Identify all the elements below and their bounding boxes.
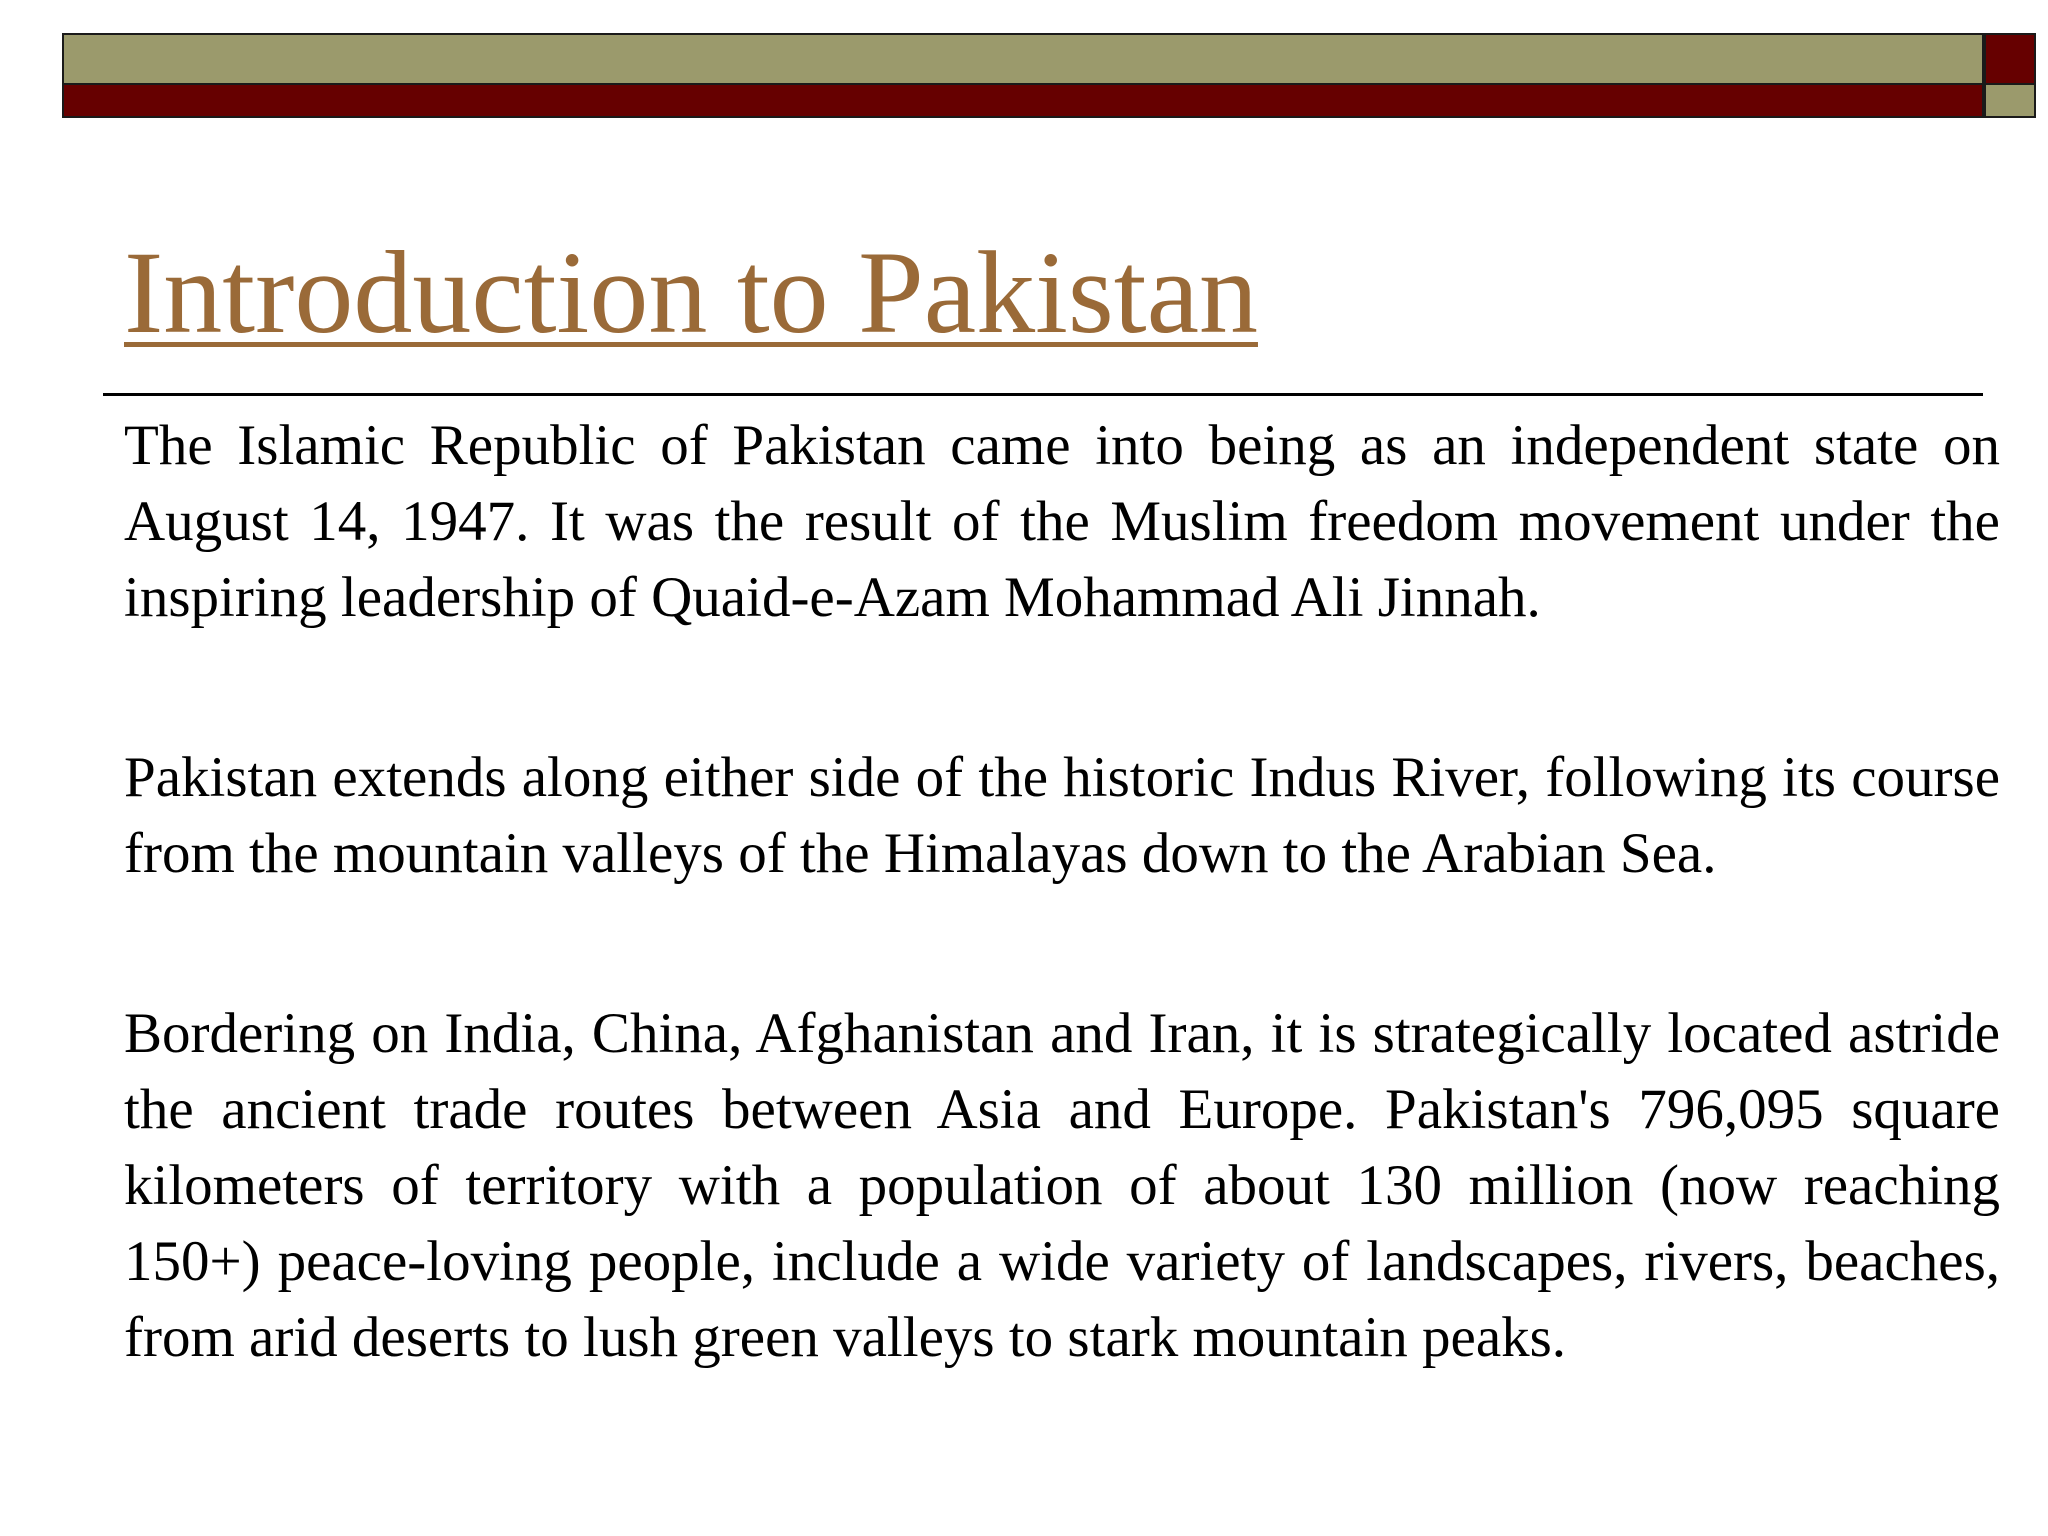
title-divider bbox=[103, 393, 1983, 396]
paragraph-indus-river: Pakistan extends along either side of the historic Indus River, following its course from the mountain valleys of the Himalayas down to the Arabian Sea. bbox=[124, 746, 2000, 885]
banner-corner-olive bbox=[1984, 83, 2036, 118]
slide-title: Introduction to Pakistan bbox=[124, 227, 1258, 358]
banner-corner-maroon bbox=[1984, 33, 2036, 83]
header-banner bbox=[62, 33, 2022, 118]
paragraph-independence: The Islamic Republic of Pakistan came into being as an independent state on August 14, 1947. It was the result of the Muslim freedom movement under the inspiring leadership of Quaid-e-Azam Mohammad Ali Jinnah. bbox=[124, 414, 2000, 629]
banner-maroon-band bbox=[62, 83, 1984, 118]
paragraph-borders-geography: Bordering on India, China, Afghanistan and Iran, it is strategically located astride the ancient trade routes between Asia and Europe. Pakistan's 796,095 square kilometers of territory with a population of about 130 million (now reaching 150+) peace-loving people, include a wide variety of landscapes, rivers, beaches, from arid deserts to lush green valleys to stark mountain peaks. bbox=[124, 1002, 2000, 1369]
slide-body bbox=[124, 408, 2000, 1376]
banner-olive-band bbox=[62, 33, 1984, 83]
